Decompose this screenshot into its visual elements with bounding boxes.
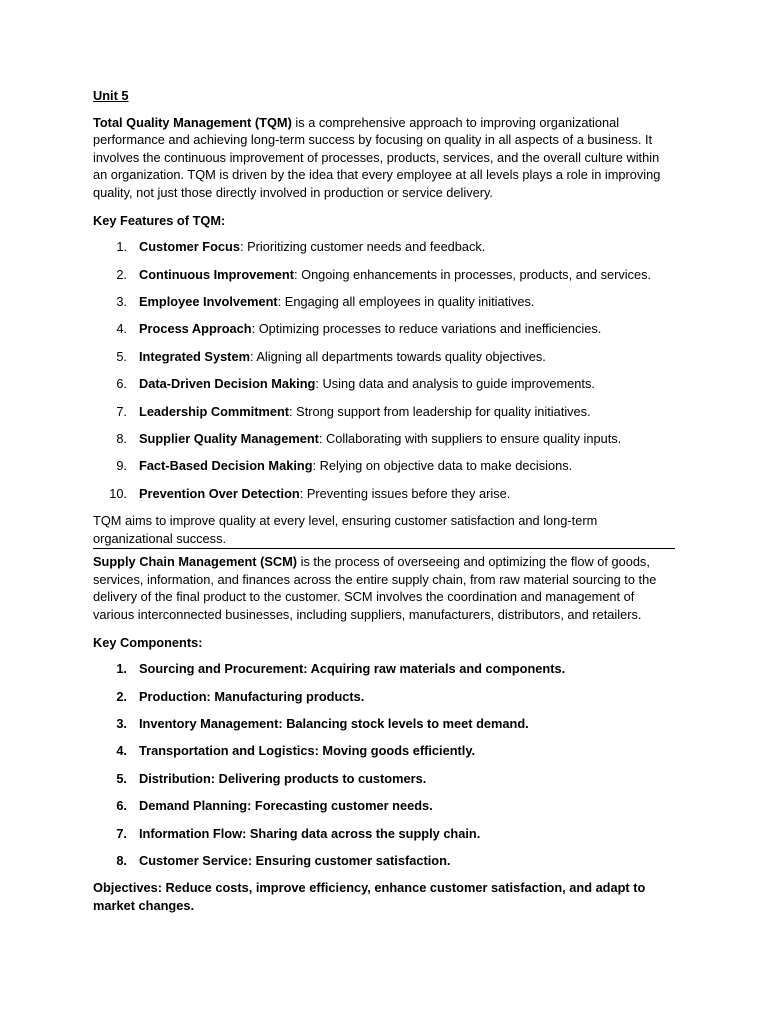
list-number: 6.: [116, 376, 127, 392]
feature-term: Leadership Commitment: [139, 403, 290, 419]
list-number: 8.: [116, 430, 127, 446]
list-number: 6.: [116, 798, 127, 814]
scm-objectives: Objectives: Reduce costs, improve efficiency, enhance customer satisfaction, and adapt to market changes.: [93, 880, 646, 913]
list-item: [93, 238, 675, 265]
component-text: Production: Manufacturing products.: [139, 688, 365, 704]
list-number: 1.: [116, 239, 127, 255]
feature-desc: : Relying on objective data to make decisions.: [312, 458, 573, 474]
feature-desc: : Preventing issues before they arise.: [299, 485, 511, 501]
scm-intro-paragraph: [93, 553, 675, 623]
feature-desc: : Using data and analysis to guide improvements.: [315, 376, 595, 392]
component-text: Inventory Management: Balancing stock levels to meet demand.: [139, 716, 529, 731]
list-item: [93, 430, 675, 457]
list-number: 4.: [116, 321, 127, 337]
list-item: [93, 485, 675, 512]
list-item: [93, 660, 675, 687]
feature-term: Customer Focus: [139, 239, 240, 255]
scm-term: Supply Chain Management (SCM): [93, 554, 298, 570]
feature-term: Employee Involvement: [139, 293, 278, 309]
list-number: 8.: [116, 852, 127, 868]
list-number: 1.: [116, 661, 127, 677]
feature-term: Integrated System: [139, 348, 250, 364]
list-number: 4.: [116, 743, 127, 759]
list-number: 10.: [109, 485, 127, 501]
list-item: [93, 715, 675, 742]
scm-components-heading: Key Components:: [93, 634, 203, 650]
list-number: 5.: [116, 770, 127, 786]
list-item: [93, 403, 675, 430]
component-text: Distribution: Delivering products to customers.: [139, 770, 427, 786]
tqm-features-list: [93, 238, 675, 512]
list-number: 3.: [116, 716, 127, 731]
feature-desc: : Collaborating with suppliers to ensure quality inputs.: [318, 430, 622, 446]
list-item: [93, 320, 675, 347]
feature-term: Fact-Based Decision Making: [139, 458, 313, 474]
feature-desc: : Prioritizing customer needs and feedback.: [239, 239, 486, 255]
feature-desc: : Engaging all employees in quality initiatives.: [277, 293, 535, 309]
list-item: [93, 852, 675, 879]
tqm-intro-paragraph: [93, 114, 675, 202]
feature-term: Supplier Quality Management: [139, 430, 319, 446]
component-text: Customer Service: Ensuring customer satisfaction.: [139, 852, 451, 868]
list-item: [93, 770, 675, 797]
feature-desc: : Ongoing enhancements in processes, products, and services.: [294, 266, 652, 282]
list-item: [93, 457, 675, 484]
list-item: [93, 293, 675, 320]
tqm-intro-text: is a comprehensive approach to improving organizational performance and achieving long-term success by focusing on quality in all aspects of a business. It involves the continuous improvement of processes, products, services, and the overall culture within an organization. TQM is driven by the idea that every employee at all levels plays a role in improving quality, not just those directly involved in production or service delivery.: [93, 114, 661, 200]
list-item: [93, 797, 675, 824]
feature-desc: : Optimizing processes to reduce variations and inefficiencies.: [251, 321, 602, 337]
list-item: [93, 348, 675, 375]
unit-title: Unit 5: [93, 88, 129, 103]
feature-term: Continuous Improvement: [139, 266, 294, 282]
feature-desc: : Aligning all departments towards quality objectives.: [249, 348, 546, 364]
tqm-features-heading: Key Features of TQM:: [93, 212, 226, 228]
list-item: [93, 688, 675, 715]
scm-intro-text: is the process of overseeing and optimizing the flow of goods, services, information, and finances across the entire supply chain, from raw material sourcing to the delivery of the final product to the customer. SCM involves the coordination and management of various interconnected businesses, including suppliers, manufacturers, distributors, and retailers.: [93, 554, 657, 623]
feature-term: Process Approach: [139, 321, 252, 337]
feature-term: Prevention Over Detection: [139, 485, 300, 501]
tqm-closing-paragraph: TQM aims to improve quality at every level, ensuring customer satisfaction and long-term organizational success.: [93, 513, 598, 546]
list-number: 5.: [116, 348, 127, 364]
tqm-term: Total Quality Management (TQM): [93, 114, 292, 130]
component-text: Sourcing and Procurement: Acquiring raw materials and components.: [139, 661, 566, 677]
list-item: [93, 266, 675, 293]
list-item: [93, 825, 675, 852]
component-text: Transportation and Logistics: Moving goods efficiently.: [139, 743, 476, 759]
component-text: Demand Planning: Forecasting customer needs.: [139, 798, 433, 814]
list-number: 9.: [116, 458, 127, 474]
feature-term: Data-Driven Decision Making: [139, 376, 316, 392]
list-number: 3.: [116, 293, 127, 309]
list-item: [93, 742, 675, 769]
scm-components-list: [93, 660, 675, 879]
list-number: 2.: [116, 688, 127, 704]
section-divider: [93, 548, 675, 549]
list-number: 7.: [116, 403, 127, 419]
component-text: Information Flow: Sharing data across the supply chain.: [139, 825, 481, 841]
feature-desc: : Strong support from leadership for quality initiatives.: [289, 403, 591, 419]
list-item: [93, 375, 675, 402]
list-number: 2.: [116, 266, 127, 282]
list-number: 7.: [116, 825, 127, 841]
document-page: [93, 87, 675, 915]
